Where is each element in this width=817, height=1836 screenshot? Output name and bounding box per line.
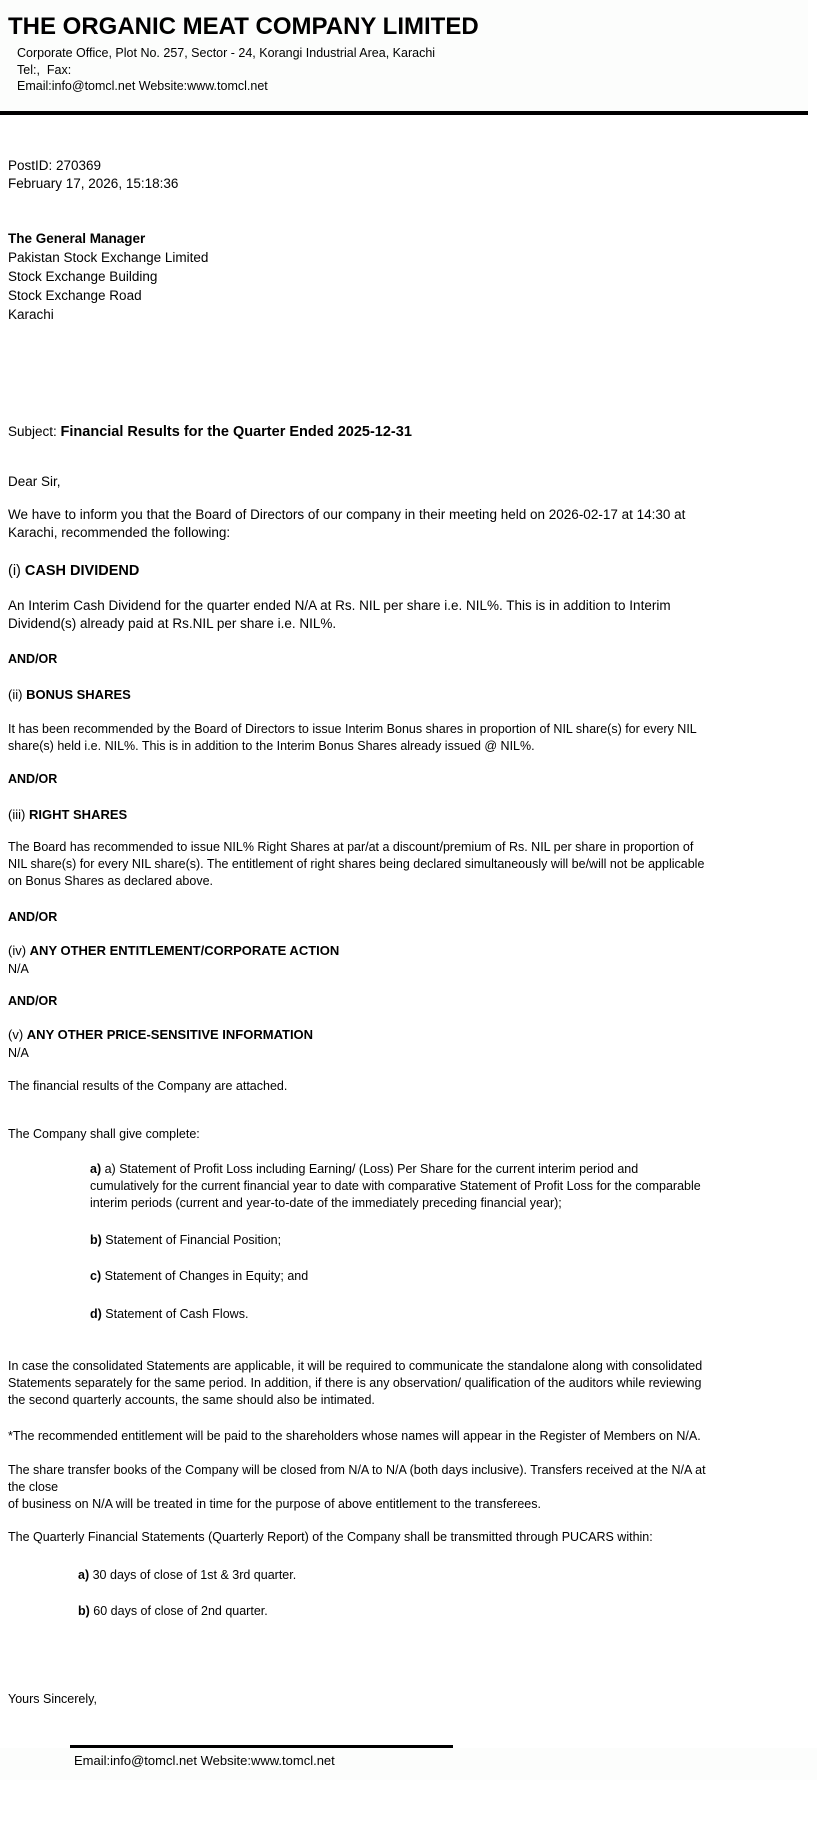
quarterly-item-text: 60 days of close of 2nd quarter. bbox=[93, 1603, 268, 1618]
section-heading-cash-dividend bbox=[8, 563, 710, 579]
transfer-note-line2: of business on N/A will be treated in time for the purpose of above entitlement to the transferees. bbox=[8, 1496, 541, 1511]
statement-item bbox=[90, 1306, 710, 1323]
closing: Yours Sincerely, bbox=[8, 1691, 97, 1706]
cash-dividend-text: An Interim Cash Dividend for the quarter ended N/A at Rs. NIL per share i.e. NIL%. This is in addition to Interim Dividend(s) already paid at Rs.NIL per share i.e. NIL%. bbox=[8, 597, 671, 631]
and-or-separator: AND/OR bbox=[8, 909, 58, 924]
bonus-shares-text: It has been recommended by the Board of Directors to issue Interim Bonus shares in proportion of NIL share(s) for every NIL share(s) held i.e. NIL%. This is in addition to the Interim Bonus Shares already issued @ NIL%. bbox=[8, 721, 697, 753]
recipient-title: The General Manager bbox=[8, 230, 146, 246]
section-heading-right-shares bbox=[8, 806, 710, 823]
section-number: (v) bbox=[8, 1026, 24, 1042]
transfer-note-line1: The share transfer books of the Company will be closed from N/A to N/A (both days inclusive). Transfers received at the N/A at the close bbox=[8, 1462, 706, 1494]
subject-label: Subject: bbox=[8, 423, 57, 439]
subject-line bbox=[8, 424, 710, 440]
quarterly-note: The Quarterly Financial Statements (Quarterly Report) of the Company shall be transmitted through PUCARS within: bbox=[8, 1529, 653, 1544]
company-address: Corporate Office, Plot No. 257, Sector - 24, Korangi Industrial Area, Karachi bbox=[17, 46, 436, 60]
recipient-line: Stock Exchange Road bbox=[8, 287, 142, 303]
quarterly-item bbox=[78, 1567, 710, 1584]
section-number: (iv) bbox=[8, 942, 27, 958]
recipient-line: Karachi bbox=[8, 306, 54, 322]
section-title: ANY OTHER PRICE-SENSITIVE INFORMATION bbox=[26, 1026, 314, 1042]
attached-note: The financial results of the Company are attached. bbox=[8, 1078, 288, 1093]
section-title: CASH DIVIDEND bbox=[24, 562, 140, 579]
give-complete-note: The Company shall give complete: bbox=[8, 1126, 200, 1141]
company-email-website: Email:info@tomcl.net Website:www.tomcl.net bbox=[17, 79, 268, 93]
right-shares-text: The Board has recommended to issue NIL% Right Shares at par/at a discount/premium of Rs. NIL per share in proportion of NIL share(s) for every NIL share(s). The entitlement of right shares being declared simultaneously will be/will not be applicable on Bonus Shares as declared above. bbox=[8, 839, 705, 888]
statement-text: a) Statement of Profit Loss including Earning/ (Loss) Per Share for the current interim period and cumulatively for the current financial year to date with comparative Statement of Profit Loss for the comparable interim periods (current and year-to-date of the immediately preceding financial year); bbox=[90, 1161, 701, 1210]
post-id: PostID: 270369 bbox=[8, 157, 102, 173]
salutation: Dear Sir, bbox=[8, 473, 61, 489]
register-note: *The recommended entitlement will be paid to the shareholders whose names will appear in the Register of Members on N/A. bbox=[8, 1428, 701, 1443]
company-address-block bbox=[17, 45, 808, 95]
letterhead bbox=[0, 0, 808, 115]
quarterly-item-text: 30 days of close of 1st & 3rd quarter. bbox=[92, 1567, 297, 1582]
statement-item bbox=[90, 1268, 710, 1285]
recipient-block bbox=[8, 229, 710, 324]
section-heading-other-entitlement bbox=[8, 942, 710, 959]
letter-body bbox=[8, 157, 710, 1706]
recipient-line: Pakistan Stock Exchange Limited bbox=[8, 249, 209, 265]
post-datetime: February 17, 2026, 15:18:36 bbox=[8, 175, 179, 191]
section-heading-price-sensitive bbox=[8, 1026, 710, 1043]
section-title: BONUS SHARES bbox=[26, 686, 131, 702]
statement-marker: b) bbox=[90, 1232, 102, 1247]
statement-text: Statement of Cash Flows. bbox=[105, 1306, 249, 1321]
section-number: (iii) bbox=[8, 806, 26, 822]
other-entitlement-value: N/A bbox=[8, 961, 29, 976]
quarterly-item bbox=[78, 1603, 710, 1620]
company-name: THE ORGANIC MEAT COMPANY LIMITED bbox=[8, 13, 479, 40]
quarterly-item-marker: b) bbox=[78, 1603, 90, 1618]
section-number: (i) bbox=[8, 562, 21, 579]
and-or-separator: AND/OR bbox=[8, 771, 58, 786]
section-heading-bonus-shares bbox=[8, 686, 710, 703]
recipient-line: Stock Exchange Building bbox=[8, 268, 158, 284]
price-sensitive-value: N/A bbox=[8, 1045, 29, 1060]
consolidated-note: In case the consolidated Statements are applicable, it will be required to communicate the standalone along with consolidated Statements separately for the same period. In addition, if there is any observation/ qualification of the auditors while reviewing the second quarterly accounts, the same should also be intimated. bbox=[8, 1358, 703, 1407]
transfer-note bbox=[8, 1462, 710, 1513]
statement-item bbox=[90, 1232, 710, 1249]
footer bbox=[0, 1748, 817, 1780]
statement-marker: a) bbox=[90, 1161, 102, 1176]
and-or-separator: AND/OR bbox=[8, 993, 58, 1008]
statement-text: Statement of Financial Position; bbox=[105, 1232, 282, 1247]
company-tel-fax: Tel:, Fax: bbox=[17, 62, 72, 77]
section-title: RIGHT SHARES bbox=[28, 806, 128, 822]
statement-marker: d) bbox=[90, 1306, 102, 1321]
intro-paragraph: We have to inform you that the Board of Directors of our company in their meeting held on 2026-02-17 at 14:30 at Karachi, recommended the following: bbox=[8, 506, 686, 540]
subject-value: Financial Results for the Quarter Ended 2025-12-31 bbox=[60, 423, 412, 440]
post-meta bbox=[8, 157, 710, 193]
statement-item bbox=[90, 1161, 710, 1212]
section-number: (ii) bbox=[8, 686, 23, 702]
quarterly-item-marker: a) bbox=[78, 1567, 90, 1582]
section-title: ANY OTHER ENTITLEMENT/CORPORATE ACTION bbox=[29, 942, 340, 958]
statement-text: Statement of Changes in Equity; and bbox=[104, 1268, 309, 1283]
and-or-separator: AND/OR bbox=[8, 651, 58, 666]
statement-marker: c) bbox=[90, 1268, 102, 1283]
footer-email-website: Email:info@tomcl.net Website:www.tomcl.net bbox=[74, 1752, 335, 1768]
